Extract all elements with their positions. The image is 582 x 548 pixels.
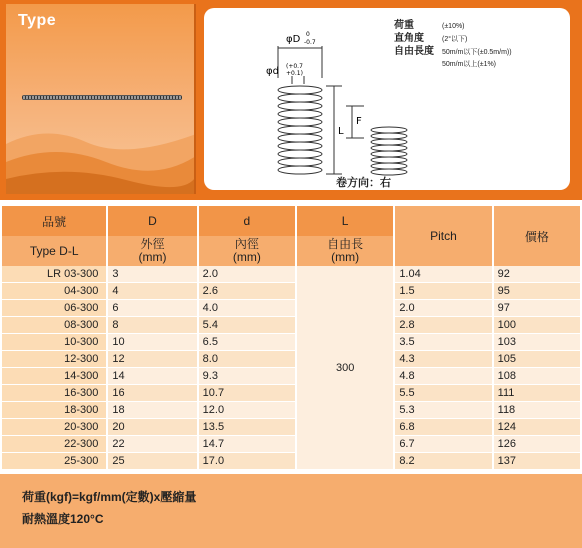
outer-dia-cell: 16 [108,385,196,402]
price-cell: 111 [494,385,580,402]
pitch-cell: 5.5 [395,385,491,402]
price-cell: 95 [494,283,580,300]
part-no-cell: 10-300 [2,334,106,351]
outer-dia-cell: 25 [108,453,196,470]
header-part-no: 品號 [2,206,106,236]
wire-dia-label: φd [266,66,279,77]
table-row [2,266,580,283]
inner-dia-cell: 9.3 [199,368,295,385]
winding-direction: 卷方向：右 [336,177,391,189]
table-row [2,317,580,334]
spec-squareness-value: (2°以下) [442,36,468,43]
part-no-cell: 14-300 [2,368,106,385]
outer-dia-cell: 6 [108,300,196,317]
outer-tol-bot: -0.7 [304,39,316,46]
price-cell: 126 [494,436,580,453]
part-no-cell: 25-300 [2,453,106,470]
spec-squareness [394,33,512,46]
header-type-label: Type D-L [2,236,106,266]
price-cell: 92 [494,266,580,283]
wire-tol-bot: +0.1) [286,70,303,77]
spec-squareness-label: 直角度 [394,33,424,44]
footer-band [0,474,582,548]
header-band [0,0,582,200]
type-title: Type [18,12,57,29]
price-cell: 97 [494,300,580,317]
inner-dia-cell: 4.0 [199,300,295,317]
inner-dia-cell: 6.5 [199,334,295,351]
pitch-label: F [356,116,362,127]
pitch-cell: 1.04 [395,266,491,283]
header-D-sub: 外徑 (mm) [108,236,196,266]
pitch-cell: 5.3 [395,402,491,419]
spec-free-length-value2: 50m/m以上(±1%) [442,61,497,68]
pitch-cell: 4.3 [395,351,491,368]
spec-free-length-value1: 50m/m以下(±0.5m/m)) [442,49,512,56]
heat-resistance: 耐熱溫度120°C [22,512,104,526]
outer-dia-label: φD [286,34,301,45]
table-row [2,300,580,317]
outer-dia-cell: 22 [108,436,196,453]
part-no-cell: 22-300 [2,436,106,453]
header-pitch: Pitch [395,206,491,266]
price-cell: 105 [494,351,580,368]
spec-table-body [2,266,580,470]
spec-notes [394,20,512,71]
header-d-sub: 內徑 (mm) [199,236,295,266]
spec-load-value: (±10%) [442,23,465,30]
part-no-cell: 16-300 [2,385,106,402]
table-row [2,419,580,436]
dune-illustration [6,104,196,194]
pitch-cell: 1.5 [395,283,491,300]
outer-dia-cell: 20 [108,419,196,436]
pitch-cell: 2.0 [395,300,491,317]
table-row [2,351,580,368]
length-label: L [338,126,344,137]
outer-dia-cell: 8 [108,317,196,334]
price-cell: 100 [494,317,580,334]
inner-dia-cell: 8.0 [199,351,295,368]
header-d: d [199,206,295,236]
inner-dia-cell: 2.6 [199,283,295,300]
part-no-cell: 12-300 [2,351,106,368]
pitch-cell: 6.8 [395,419,491,436]
outer-dia-cell: 18 [108,402,196,419]
inner-dia-cell: 17.0 [199,453,295,470]
inner-dia-cell: 14.7 [199,436,295,453]
wire-tol-top: (+0.7 [286,63,303,70]
part-no-cell: 18-300 [2,402,106,419]
inner-dia-cell: 12.0 [199,402,295,419]
table-row [2,436,580,453]
inner-dia-cell: 5.4 [199,317,295,334]
table-row [2,385,580,402]
outer-dia-cell: 10 [108,334,196,351]
price-cell: 118 [494,402,580,419]
table-row [2,334,580,351]
pitch-cell: 6.7 [395,436,491,453]
table-row [2,283,580,300]
spring-rod-image [22,95,182,100]
part-no-cell: 04-300 [2,283,106,300]
load-formula: 荷重(kgf)=kgf/mm(定數)x壓縮量 [22,490,197,504]
price-cell: 103 [494,334,580,351]
free-length-cell: 300 [297,266,393,470]
spec-table-wrap [0,206,582,470]
outer-dia-cell: 12 [108,351,196,368]
pitch-cell: 2.8 [395,317,491,334]
header-D: D [108,206,196,236]
table-row [2,368,580,385]
header-price: 價格 [494,206,580,266]
inner-dia-cell: 13.5 [199,419,295,436]
part-no-cell: 20-300 [2,419,106,436]
outer-dia-cell: 4 [108,283,196,300]
part-no-cell: 06-300 [2,300,106,317]
spec-free-length [394,46,512,59]
price-cell: 137 [494,453,580,470]
type-panel [6,4,196,194]
part-no-cell: 08-300 [2,317,106,334]
pitch-cell: 8.2 [395,453,491,470]
pitch-cell: 3.5 [395,334,491,351]
spec-table [0,206,582,470]
inner-dia-cell: 2.0 [199,266,295,283]
spec-load-label: 荷重 [394,20,414,31]
outer-tol-top: 0 [306,31,310,38]
spec-panel [204,8,570,190]
outer-dia-cell: 14 [108,368,196,385]
spec-free-length-label: 自由長度 [394,46,434,57]
inner-dia-cell: 10.7 [199,385,295,402]
outer-dia-cell: 3 [108,266,196,283]
header-L: L [297,206,393,236]
price-cell: 108 [494,368,580,385]
table-row [2,453,580,470]
part-no-cell: LR 03-300 [2,266,106,283]
table-row [2,402,580,419]
price-cell: 124 [494,419,580,436]
spec-load [394,20,512,33]
header-L-sub: 自由長 (mm) [297,236,393,266]
pitch-cell: 4.8 [395,368,491,385]
